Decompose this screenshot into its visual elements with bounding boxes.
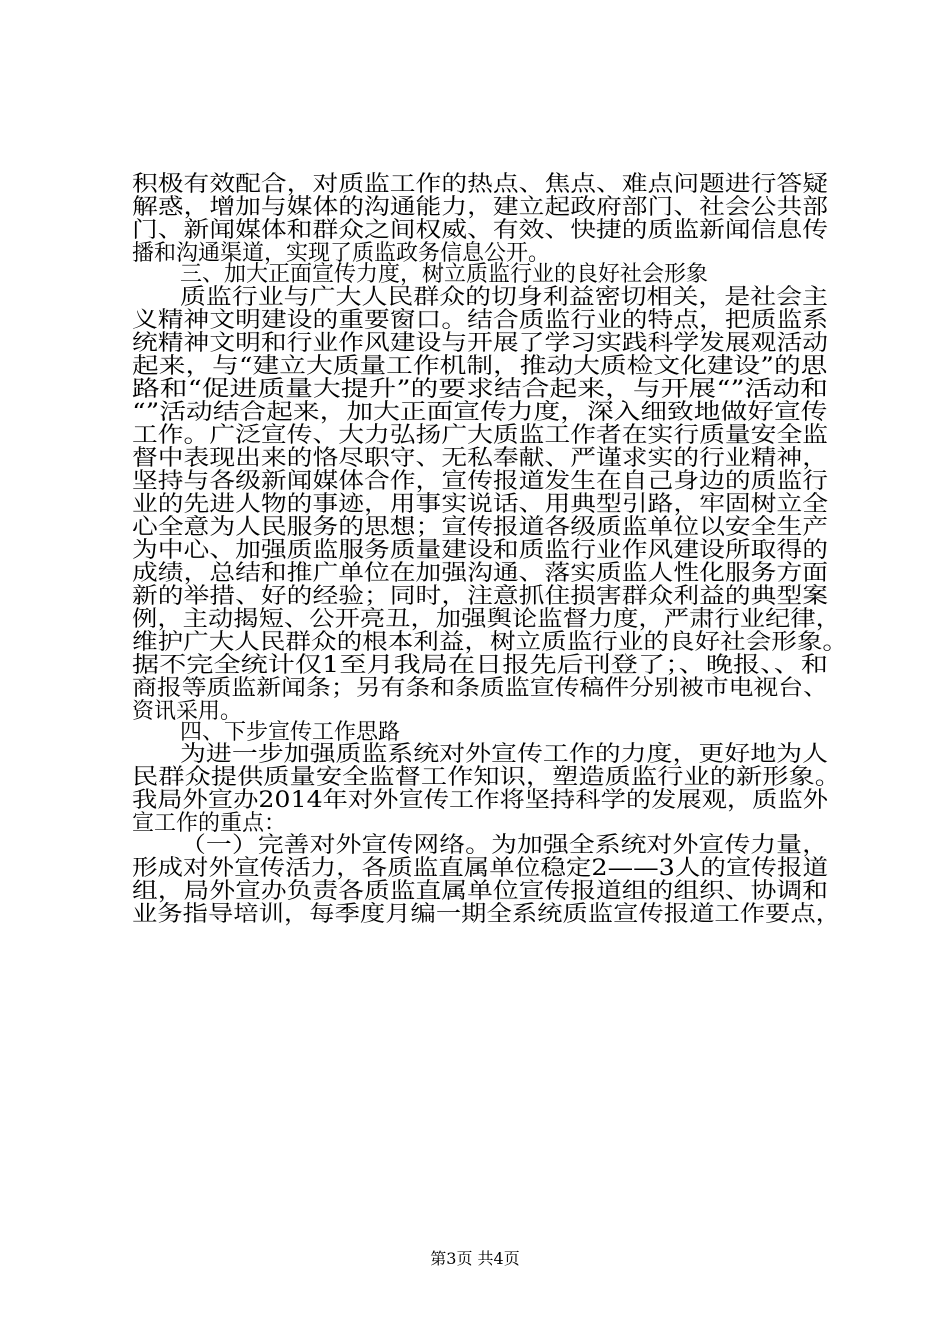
text-line: 新的举措、好的经验；同时，注意抓住损害群众利益的典型案 bbox=[132, 584, 829, 609]
text-line: 商报等质监新闻条；另有条和条质监宣传稿件分别被市电视台、 bbox=[132, 676, 829, 701]
text-line: 业的先进人物的事迹，用事实说话、用典型引路，牢固树立全 bbox=[132, 492, 829, 517]
text-line: 播和沟通渠道，实现了质监政务信息公开。 bbox=[132, 241, 551, 266]
text-line: 成绩，总结和推广单位在加强沟通、落实质监人性化服务方面 bbox=[132, 561, 829, 586]
text-line: 为中心、加强质监服务质量建设和质监行业作风建设所取得的 bbox=[132, 538, 829, 563]
text-line: 三、加大正面宣传力度，树立质监行业的良好社会形象 bbox=[180, 262, 709, 287]
text-line: 形成对外宣传活力，各质监直属单位稳定2——3人的宣传报道 bbox=[132, 856, 828, 881]
text-line: 统精神文明和行业作风建设与开展了学习实践科学发展观活动 bbox=[132, 331, 829, 356]
text-line: 例，主动揭短、公开亮丑，加强舆论监督力度，严肃行业纪律， bbox=[132, 607, 842, 632]
text-line: 业务指导培训，每季度月编一期全系统质监宣传报道工作要点， bbox=[132, 902, 842, 927]
text-line: 组，局外宣办负责各质监直属单位宣传报道组的组织、协调和 bbox=[132, 879, 829, 904]
text-line: 维护广大人民群众的根本利益，树立质监行业的良好社会形象。 bbox=[132, 630, 849, 655]
page-footer: 第3页 共4页 bbox=[430, 1249, 520, 1268]
text-line: “”活动结合起来，加大正面宣传力度，深入细致地做好宣传 bbox=[132, 400, 828, 425]
text-line: 据不完全统计仅1至月我局在日报先后刊登了；、晚报、、和 bbox=[132, 653, 828, 678]
text-line: 门、新闻媒体和群众之间权威、有效、快捷的质监新闻信息传 bbox=[132, 218, 829, 243]
text-line: 我局外宣办2014年对外宣传工作将坚持科学的发展观，质监外 bbox=[132, 788, 828, 813]
text-line: 心全意为人民服务的思想；宣传报道各级质监单位以安全生产 bbox=[132, 515, 829, 540]
text-line: 民群众提供质量安全监督工作知识，塑造质监行业的新形象。 bbox=[132, 765, 842, 790]
text-line: 积极有效配合，对质监工作的热点、焦点、难点问题进行答疑 bbox=[132, 172, 829, 197]
text-line: 资讯采用。 bbox=[132, 699, 243, 724]
text-line: 四、下步宣传工作思路 bbox=[180, 720, 401, 745]
text-line: 坚持与各级新闻媒体合作，宣传报道发生在自己身边的质监行 bbox=[132, 469, 829, 494]
text-line: 宣工作的重点： bbox=[132, 811, 287, 836]
text-line: 义精神文明建设的重要窗口。结合质监行业的特点，把质监系 bbox=[132, 308, 829, 333]
text-line: 督中表现出来的恪尽职守、无私奉献、严谨求实的行业精神， bbox=[132, 446, 829, 471]
text-line: 路和“促进质量大提升”的要求结合起来，与开展“”活动和 bbox=[132, 377, 828, 402]
text-line: 起来，与“建立大质量工作机制，推动大质检文化建设”的思 bbox=[132, 354, 828, 379]
text-line: 为进一步加强质监系统对外宣传工作的力度，更好地为人 bbox=[180, 742, 829, 767]
text-line: （一）完善对外宣传网络。为加强全系统对外宣传力量， bbox=[180, 833, 829, 858]
text-line: 解惑，增加与媒体的沟通能力，建立起政府部门、社会公共部 bbox=[132, 195, 829, 220]
text-line: 工作。广泛宣传、大力弘扬广大质监工作者在实行质量安全监 bbox=[132, 423, 829, 448]
text-line: 质监行业与广大人民群众的切身利益密切相关，是社会主 bbox=[180, 285, 829, 310]
